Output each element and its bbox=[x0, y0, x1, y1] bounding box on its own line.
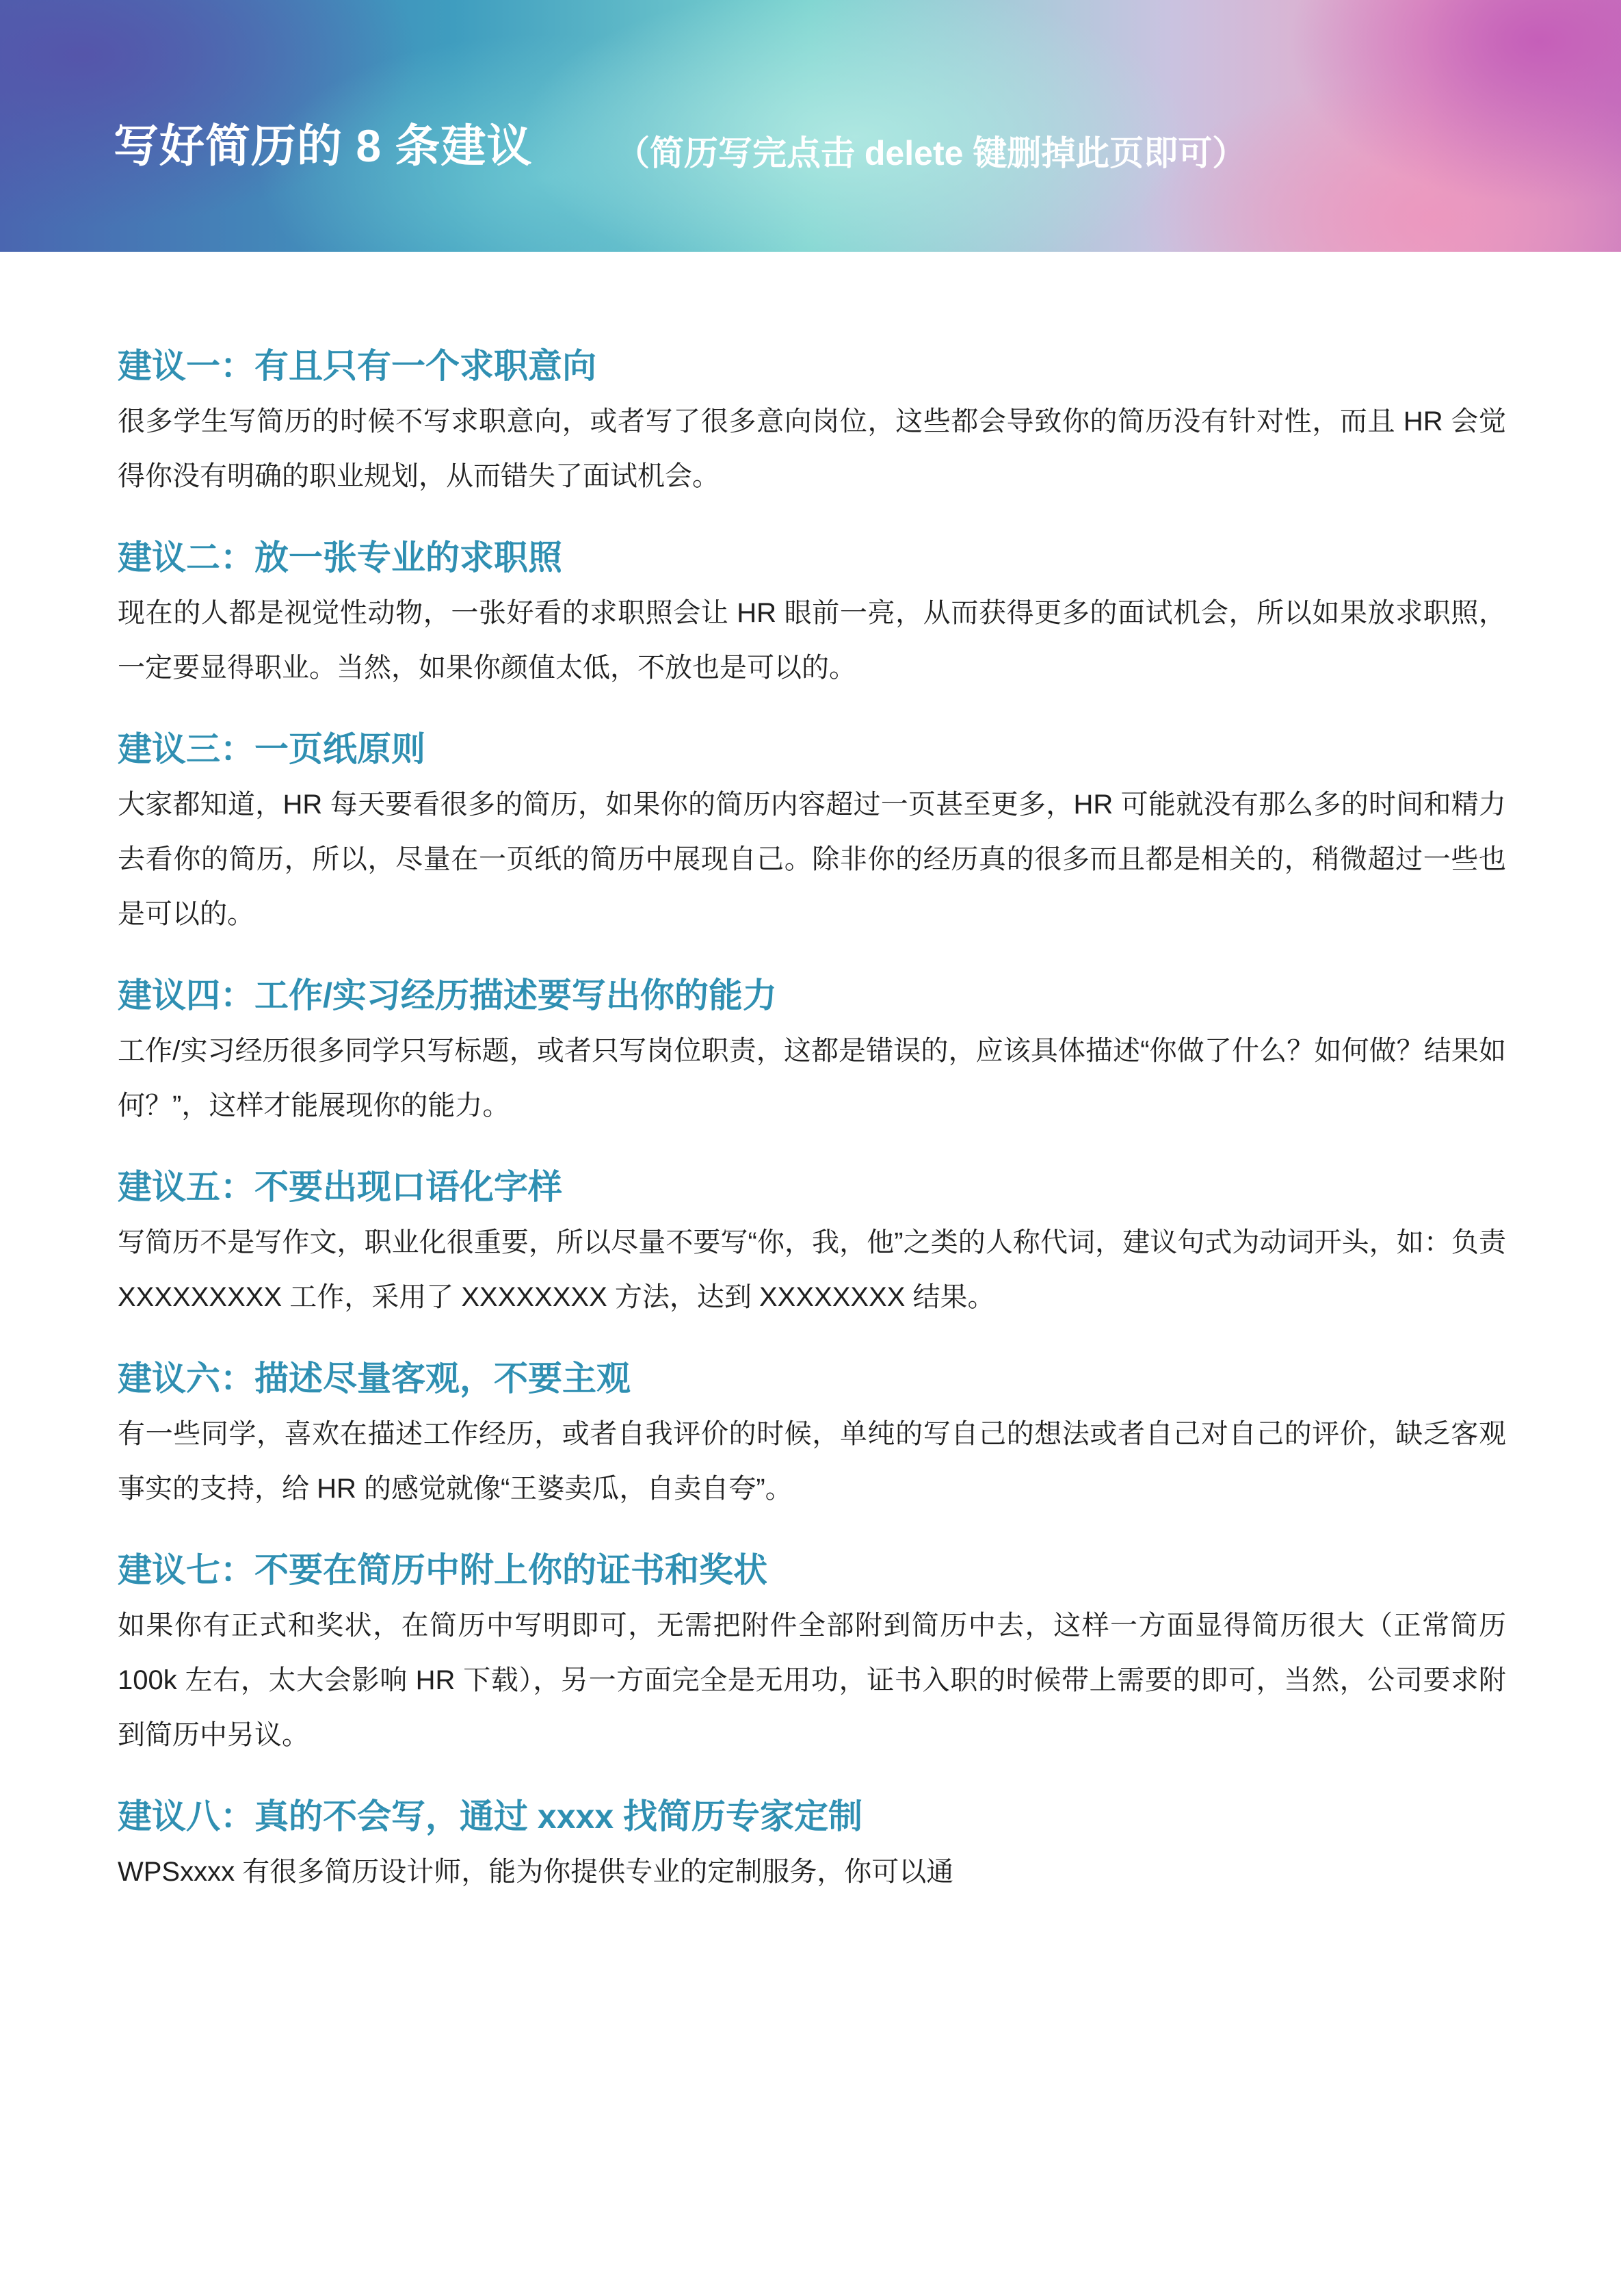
section-heading: 建议六：描述尽量客观，不要主观 bbox=[118, 1359, 631, 1398]
section-heading: 建议二：放一张专业的求职照 bbox=[118, 538, 562, 577]
section-heading: 建议一：有且只有一个求职意向 bbox=[118, 347, 596, 385]
advice-section-3 bbox=[118, 725, 1506, 941]
section-body: WPSxxxx 有很多简历设计师，能为你提供专业的定制服务，你可以通 bbox=[118, 1857, 954, 1887]
advice-list bbox=[118, 342, 1506, 1929]
section-heading: 建议四：工作/实习经历描述要写出你的能力 bbox=[118, 976, 777, 1015]
advice-section-1 bbox=[118, 342, 1506, 504]
delete-instruction-note: （简历写完点击 delete 键删掉此页即可） bbox=[616, 134, 1247, 172]
section-body: 很多学生写简历的时候不写求职意向，或者写了很多意向岗位，这些都会导致你的简历没有针对性，而且 HR 会觉得你没有明确的职业规划，从而错失了面试机会。 bbox=[118, 406, 1506, 491]
advice-section-7 bbox=[118, 1546, 1506, 1762]
page-title: 写好简历的 8 条建议 bbox=[114, 120, 533, 171]
advice-section-5 bbox=[118, 1163, 1506, 1325]
section-heading: 建议五：不要出现口语化字样 bbox=[118, 1168, 562, 1206]
section-body: 如果你有正式和奖状，在简历中写明即可，无需把附件全部附到简历中去，这样一方面显得简历很大（正常简历 100k 左右，太大会影响 HR 下载），另一方面完全是无用功，证书入职的时候带上需要的即可，当然，公司要求附到简历中另议。 bbox=[118, 1610, 1506, 1750]
section-heading: 建议七：不要在简历中附上你的证书和奖状 bbox=[118, 1551, 767, 1589]
advice-section-4 bbox=[118, 971, 1506, 1133]
advice-section-8 bbox=[118, 1792, 1506, 1899]
section-body: 有一些同学，喜欢在描述工作经历，或者自我评价的时候，单纯的写自己的想法或者自己对自己的评价，缺乏客观事实的支持，给 HR 的感觉就像“王婆卖瓜，自卖自夸”。 bbox=[118, 1419, 1506, 1504]
section-body: 大家都知道，HR 每天要看很多的简历，如果你的简历内容超过一页甚至更多，HR 可能就没有那么多的时间和精力去看你的简历，所以，尽量在一页纸的简历中展现自己。除非你的经历真的很多而且都是相关的，稍微超过一些也是可以的。 bbox=[118, 790, 1506, 929]
advice-section-2 bbox=[118, 534, 1506, 695]
section-body: 写简历不是写作文，职业化很重要，所以尽量不要写“你，我，他”之类的人称代词，建议句式为动词开头，如：负责 XXXXXXXXX 工作，采用了 XXXXXXXX 方法，达到 XXXXXXXX 结果。 bbox=[118, 1227, 1506, 1312]
section-heading: 建议八：真的不会写，通过 xxxx 找简历专家定制 bbox=[118, 1797, 863, 1836]
section-body: 现在的人都是视觉性动物，一张好看的求职照会让 HR 眼前一亮，从而获得更多的面试机会，所以如果放求职照，一定要显得职业。当然，如果你颜值太低，不放也是可以的。 bbox=[118, 598, 1506, 683]
header-banner bbox=[0, 0, 1621, 252]
section-body: 工作/实习经历很多同学只写标题，或者只写岗位职责，这都是错误的，应该具体描述“你做了什么？如何做？结果如何？”，这样才能展现你的能力。 bbox=[118, 1036, 1506, 1121]
section-heading: 建议三：一页纸原则 bbox=[118, 730, 425, 768]
advice-section-6 bbox=[118, 1355, 1506, 1516]
